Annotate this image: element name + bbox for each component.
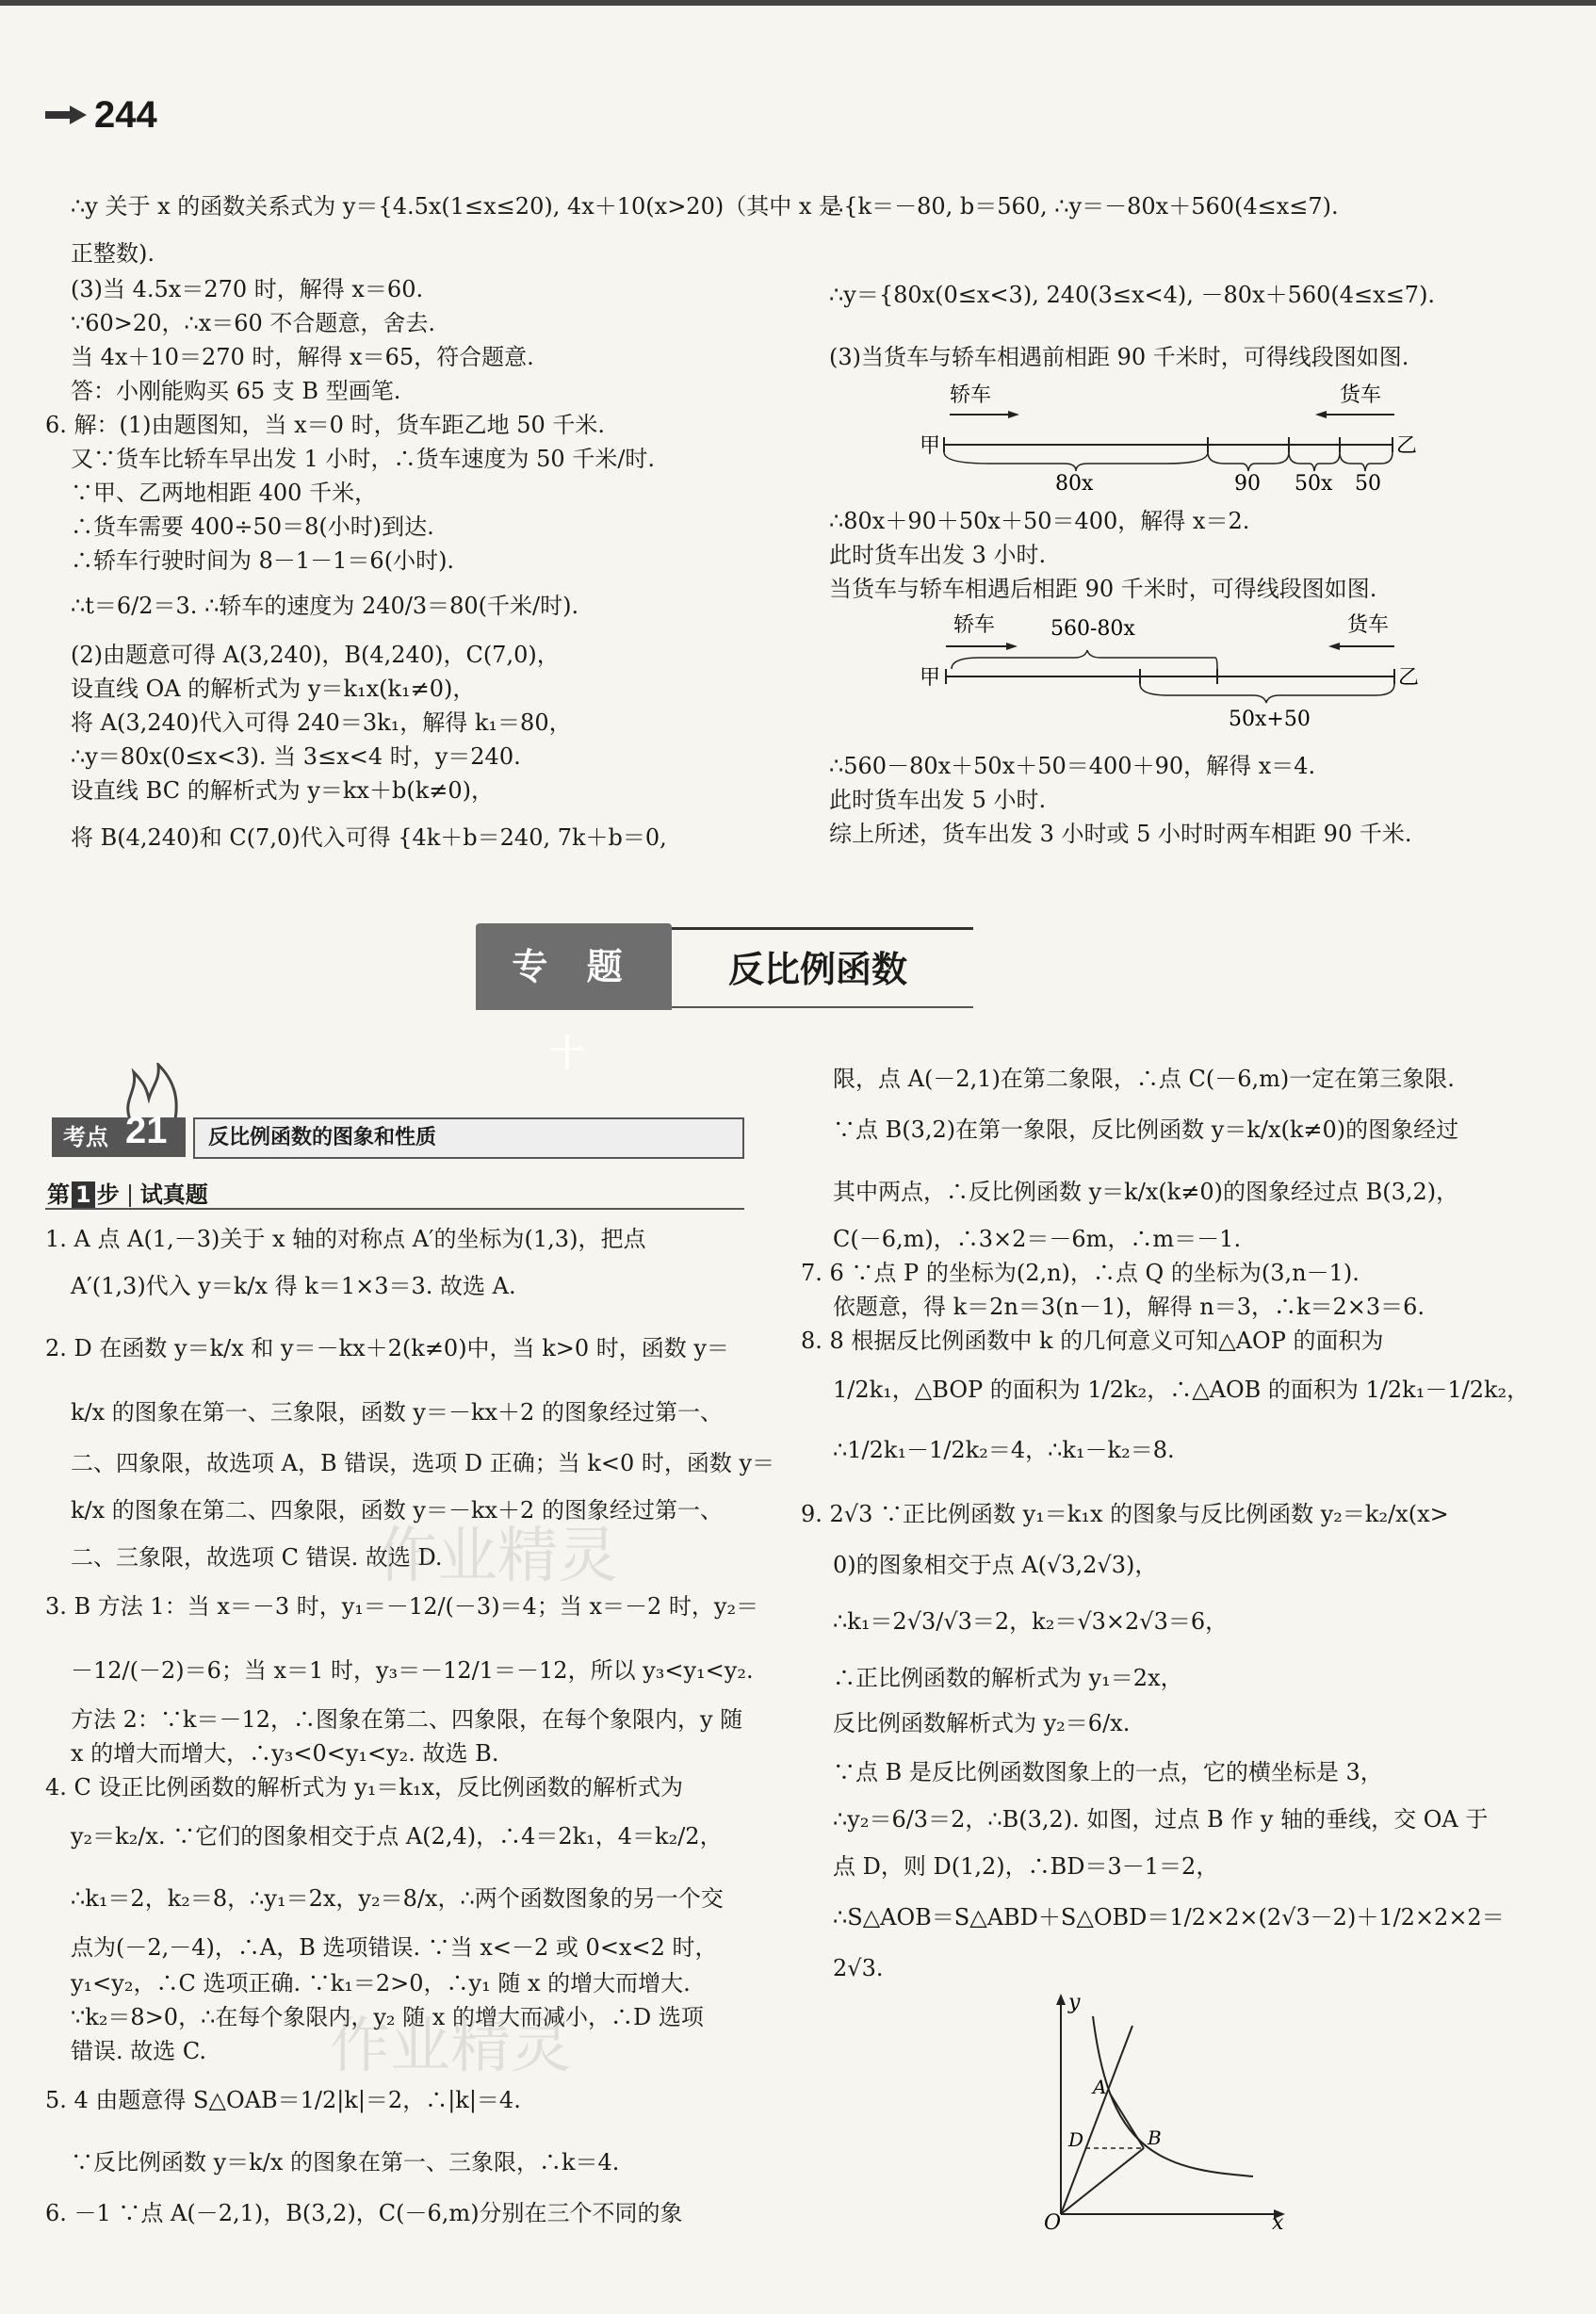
text-line: 8. 8 根据反比例函数中 k 的几何意义可知△AOP 的面积为 bbox=[801, 1328, 1384, 1354]
kaodian-header bbox=[52, 1110, 744, 1161]
watermark: 作业精灵 bbox=[330, 2012, 571, 2081]
y-axis-label: y bbox=[1068, 1991, 1081, 2014]
text-line: 当 4x＋10＝270 时，解得 x＝65，符合题意. bbox=[71, 344, 534, 370]
text-line: ∵甲、乙两地相距 400 千米， bbox=[71, 480, 378, 506]
text-line: 点为(－2,－4)，∴A，B 选项错误. ∵当 x<－2 或 0<x<2 时， bbox=[71, 1934, 718, 1961]
text-line: 2√3. bbox=[833, 1955, 884, 1981]
step-prefix: 第 bbox=[47, 1181, 70, 1208]
text-line: ∴y＝80x(0≤x<3). 当 3≤x<4 时，y＝240. bbox=[71, 743, 521, 770]
text-line: ∴k₁＝2，k₂＝8，∴y₁＝2x，y₂＝8/x，∴两个函数图象的另一个交 bbox=[71, 1885, 724, 1912]
text-line: ∵反比例函数 y＝k/x 的图象在第一、三象限，∴k＝4. bbox=[71, 2149, 620, 2175]
text-line: 将 B(4,240)和 C(7,0)代入可得 {4k＋b＝240, 7k＋b＝0, bbox=[71, 824, 667, 851]
text-line: －12/(－2)＝6；当 x＝1 时，y₃＝－12/1＝－12，所以 y₃<y₁<y₂. bbox=[71, 1657, 754, 1684]
text-line: ∴{k＝－80, b＝560, ∴y＝－80x＋560(4≤x≤7). bbox=[829, 193, 1339, 220]
hyperbola-curve bbox=[1093, 2016, 1253, 2176]
text-line: A′(1,3)代入 y＝k/x 得 k＝1×3＝3. 故选 A. bbox=[71, 1273, 516, 1299]
truck-label: 货车 bbox=[1340, 383, 1382, 407]
divider bbox=[672, 1006, 973, 1008]
top-segment-label: 560-80x bbox=[1050, 617, 1135, 641]
text-line: 将 A(3,240)代入可得 240＝3k₁，解得 k₁＝80， bbox=[71, 709, 572, 736]
text-line: 正整数). bbox=[71, 240, 155, 267]
text-line: 点 D，则 D(1,2)，∴BD＝3－1＝2， bbox=[833, 1853, 1219, 1880]
text-line: 0)的图象相交于点 A(√3,2√3)， bbox=[833, 1552, 1158, 1578]
text-line: y₁<y₂，∴C 选项正确. ∵k₁＝2>0，∴y₁ 随 x 的增大而增大. bbox=[71, 1970, 691, 1996]
text-line: ∴1/2k₁－1/2k₂＝4，∴k₁－k₂＝8. bbox=[833, 1437, 1175, 1463]
section-title: 反比例函数 bbox=[728, 949, 908, 990]
step-name: 试真题 bbox=[139, 1181, 208, 1208]
text-line: 此时货车出发 5 小时. bbox=[829, 787, 1047, 813]
line-ab bbox=[1110, 2094, 1144, 2148]
text-line: ∴t＝6/2＝3. ∴轿车的速度为 240/3＝80(千米/时). bbox=[71, 593, 579, 619]
step-number: 1 bbox=[72, 1181, 95, 1208]
end-label: 乙 bbox=[1398, 666, 1420, 690]
text-line: 1/2k₁，△BOP 的面积为 1/2k₂，∴△AOB 的面积为 1/2k₁－1/2k₂， bbox=[833, 1377, 1530, 1403]
text-line: C(－6,m)，∴3×2＝－6m，∴m＝－1. bbox=[833, 1226, 1242, 1252]
text-line: ∴80x＋90＋50x＋50＝400，解得 x＝2. bbox=[829, 508, 1250, 534]
text-line: 依题意，得 k＝2n＝3(n－1)，解得 n＝3，∴k＝2×3＝6. bbox=[833, 1294, 1425, 1320]
text-line: 5. 4 由题意得 S△OAB＝1/2|k|＝2，∴|k|＝4. bbox=[45, 2087, 521, 2113]
segment-diagram-1 bbox=[904, 377, 1432, 509]
segment-diagram-2 bbox=[904, 609, 1432, 741]
text-line: ∴k₁＝2√3/√3＝2，k₂＝√3×2√3＝6， bbox=[833, 1608, 1229, 1635]
top-rule bbox=[0, 0, 1596, 6]
text-line: 7. 6 ∵点 P 的坐标为(2,n)，∴点 Q 的坐标为(3,n－1). bbox=[801, 1260, 1360, 1286]
text-line: 3. B 方法 1：当 x＝－3 时，y₁＝－12/(－3)＝4；当 x＝－2 时，y₂＝ bbox=[45, 1593, 759, 1620]
segment-label: 90 bbox=[1234, 472, 1261, 496]
text-line: 6. －1 ∵点 A(－2,1)，B(3,2)，C(－6,m)分别在三个不同的象 bbox=[45, 2200, 683, 2226]
text-line: ∴y＝{80x(0≤x<3), 240(3≤x<4), －80x＋560(4≤x≤7). bbox=[829, 282, 1436, 308]
text-line: ∴560－80x＋50x＋50＝400＋90，解得 x＝4. bbox=[829, 753, 1316, 779]
function-graph bbox=[1027, 1988, 1300, 2233]
car-label: 轿车 bbox=[953, 613, 996, 637]
text-line: 当货车与轿车相遇后相距 90 千米时，可得线段图如图. bbox=[829, 576, 1377, 602]
text-line: ∵点 B 是反比例函数图象上的一点，它的横坐标是 3， bbox=[833, 1759, 1383, 1785]
segment-label: 80x bbox=[1055, 472, 1094, 496]
text-line: ∴正比例函数的解析式为 y₁＝2x， bbox=[833, 1665, 1183, 1691]
point-label-b: B bbox=[1148, 2127, 1162, 2149]
text-line: 答：小刚能购买 65 支 B 型画笔. bbox=[71, 378, 401, 404]
text-line: 错误. 故选 C. bbox=[71, 2038, 207, 2064]
text-line: 限，点 A(－2,1)在第二象限，∴点 C(－6,m)一定在第三象限. bbox=[833, 1066, 1455, 1092]
text-line: ∵点 B(3,2)在第一象限，反比例函数 y＝k/x(k≠0)的图象经过 bbox=[833, 1116, 1459, 1143]
point-label-a: A bbox=[1093, 2076, 1107, 2098]
text-line: 1. A 点 A(1,－3)关于 x 轴的对称点 A′的坐标为(1,3)，把点 bbox=[45, 1226, 646, 1252]
section-banner bbox=[476, 923, 973, 1074]
kaodian-number: 21 bbox=[125, 1110, 168, 1151]
text-line: 设直线 OA 的解析式为 y＝k₁x(k₁≠0)， bbox=[71, 676, 476, 702]
end-label: 乙 bbox=[1396, 434, 1418, 458]
text-line: ∴货车需要 400÷50＝8(小时)到达. bbox=[71, 513, 434, 540]
step-suffix: 步 bbox=[96, 1181, 120, 1208]
car-label: 轿车 bbox=[950, 383, 992, 407]
watermark: 作业精灵 bbox=[377, 1522, 618, 1591]
arrow-icon bbox=[43, 104, 89, 126]
kaodian-label: 考点 bbox=[52, 1117, 186, 1157]
text-line: 设直线 BC 的解析式为 y＝kx＋b(k≠0)， bbox=[71, 777, 494, 804]
text-line: ∴S△AOB＝S△ABD＋S△OBD＝1/2×2×(2√3－2)＋1/2×2×2＝ bbox=[833, 1904, 1505, 1931]
text-line: ∴轿车行驶时间为 8－1－1＝6(小时). bbox=[71, 547, 455, 574]
text-line: 反比例函数解析式为 y₂＝6/x. bbox=[833, 1710, 1131, 1736]
point-label-d: D bbox=[1068, 2128, 1084, 2151]
text-line: ∴y₂＝6/3＝2，∴B(3,2). 如图，过点 B 作 y 轴的垂线，交 OA 于 bbox=[833, 1806, 1489, 1833]
text-line: 二、三象限，故选项 C 错误. 故选 D. bbox=[71, 1544, 443, 1571]
text-line: k/x 的图象在第一、三象限，函数 y＝－kx＋2 的图象经过第一、 bbox=[71, 1399, 723, 1426]
start-label: 甲 bbox=[920, 434, 941, 458]
start-label: 甲 bbox=[920, 666, 941, 690]
text-line: ∵k₂＝8>0，∴在每个象限内，y₂ 随 x 的增大而减小，∴D 选项 bbox=[71, 2004, 704, 2030]
text-line: 二、四象限，故选项 A，B 错误，选项 D 正确；当 k<0 时，函数 y＝ bbox=[71, 1450, 775, 1476]
text-line: 6. 解：(1)由题图知，当 x＝0 时，货车距乙地 50 千米. bbox=[45, 412, 606, 438]
text-line: (3)当 4.5x＝270 时，解得 x＝60. bbox=[71, 276, 424, 302]
text-line: 此时货车出发 3 小时. bbox=[829, 542, 1047, 568]
step-heading bbox=[47, 1176, 208, 1209]
segment-label: 50 bbox=[1355, 472, 1381, 496]
text-line: 9. 2√3 ∵正比例函数 y₁＝k₁x 的图象与反比例函数 y₂＝k₂/x(x> bbox=[801, 1501, 1449, 1527]
text-line: 其中两点，∴反比例函数 y＝k/x(k≠0)的图象经过点 B(3,2)， bbox=[833, 1179, 1459, 1205]
text-line: 方法 2：∵k＝－12，∴图象在第二、四象限，在每个象限内，y 随 bbox=[71, 1706, 743, 1733]
text-line: ∵60>20，∴x＝60 不合题意，舍去. bbox=[71, 310, 436, 336]
divider bbox=[672, 927, 973, 930]
text-line: k/x 的图象在第二、四象限，函数 y＝－kx＋2 的图象经过第一、 bbox=[71, 1497, 723, 1524]
text-line: (2)由题意可得 A(3,240)，B(4,240)，C(7,0)， bbox=[71, 642, 560, 668]
text-line: 又∵货车比轿车早出发 1 小时，∴货车速度为 50 千米/时. bbox=[71, 446, 656, 472]
text-line: x 的增大而增大，∴y₃<0<y₁<y₂. 故选 B. bbox=[71, 1740, 499, 1767]
x-axis-label: x bbox=[1272, 2211, 1284, 2233]
text-line: y₂＝k₂/x. ∵它们的图象相交于点 A(2,4)，∴4＝2k₁，4＝k₂/2， bbox=[71, 1823, 723, 1850]
truck-label: 货车 bbox=[1347, 613, 1390, 637]
divider bbox=[45, 1208, 744, 1210]
text-line: 2. D 在函数 y＝k/x 和 y＝－kx＋2(k≠0)中，当 k>0 时，函数 y＝ bbox=[45, 1335, 729, 1361]
page-number: 244 bbox=[94, 94, 157, 136]
section-tab: 专 题 十 bbox=[476, 923, 672, 1010]
divider bbox=[129, 1184, 131, 1207]
text-line: 综上所述，货车出发 3 小时或 5 小时时两车相距 90 千米. bbox=[829, 821, 1412, 847]
text-line: 4. C 设正比例函数的解析式为 y₁＝k₁x，反比例函数的解析式为 bbox=[45, 1774, 684, 1801]
origin-label: O bbox=[1044, 2211, 1062, 2233]
kaodian-title: 反比例函数的图象和性质 bbox=[193, 1117, 744, 1159]
bottom-segment-label: 50x+50 bbox=[1229, 708, 1311, 731]
segment-label: 50x bbox=[1295, 472, 1333, 496]
text-line: ∴y 关于 x 的函数关系式为 y＝{4.5x(1≤x≤20), 4x＋10(x>20)（其中 x 是 bbox=[71, 193, 842, 220]
text-line: (3)当货车与轿车相遇前相距 90 千米时，可得线段图如图. bbox=[829, 344, 1409, 370]
